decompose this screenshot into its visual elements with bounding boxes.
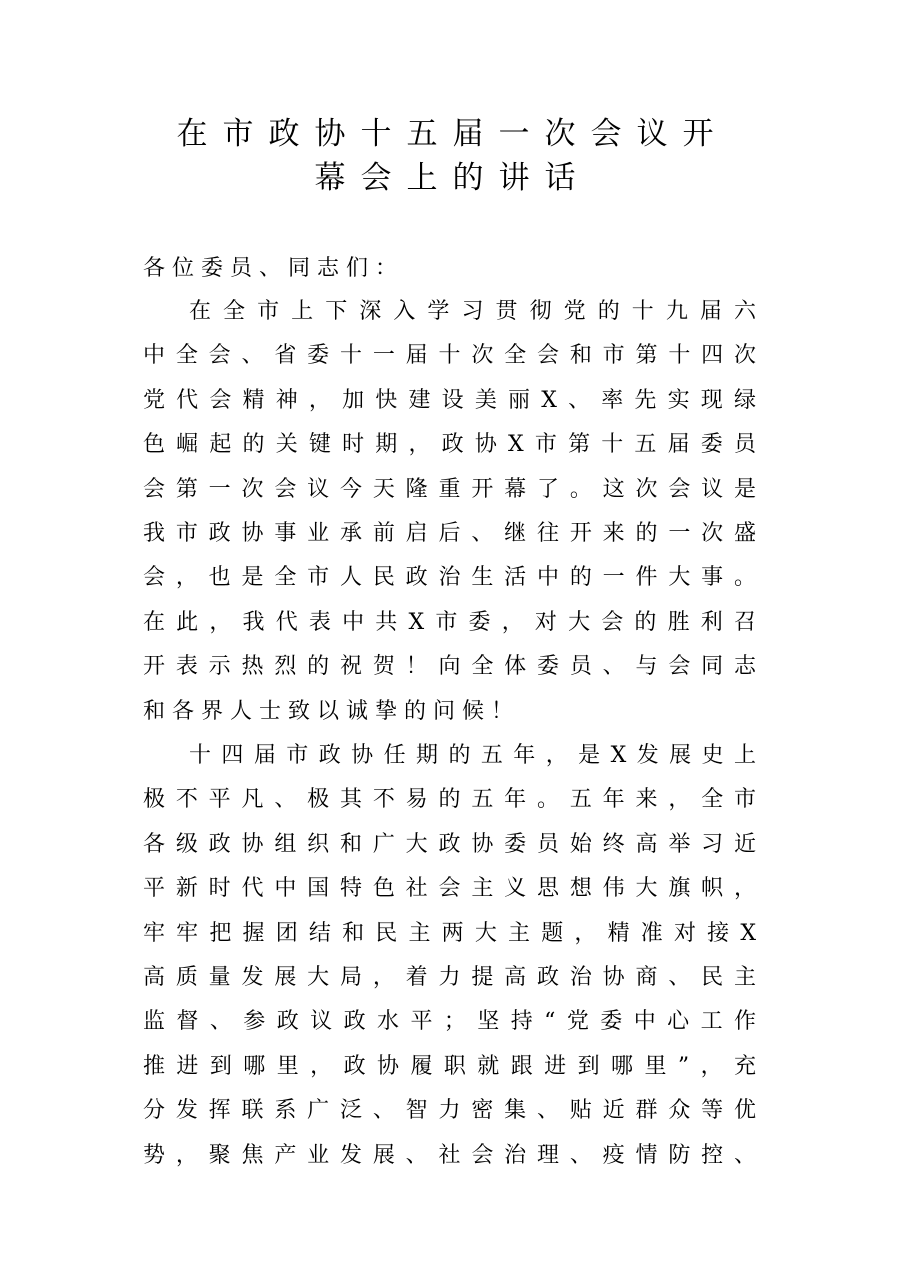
- paragraph-1-line: 和各界人士致以诚挚的问候！: [143, 698, 521, 724]
- salutation: 各位委员、同志们：: [143, 256, 405, 281]
- paragraph-1-line: 在此，我代表中共X市委，对大会的胜利召: [143, 609, 763, 635]
- document-title-line-2: 幕会上的讲话: [314, 160, 591, 196]
- paragraph-2-line: 平新时代中国特色社会主义思想伟大旗帜，: [143, 876, 763, 902]
- paragraph-1-line: 色崛起的关键时期，政协X市第十五届委员: [143, 432, 763, 458]
- paragraph-2-line: 势，聚焦产业发展、社会治理、疫情防控、: [143, 1142, 763, 1168]
- paragraph-1-line: 党代会精神，加快建设美丽X、率先实现绿: [143, 387, 763, 413]
- paragraph-2-line: 高质量发展大局，着力提高政治协商、民主: [143, 964, 763, 990]
- paragraph-1-line: 我市政协事业承前启后、继往开来的一次盛: [143, 520, 763, 546]
- paragraph-2-line: 各级政协组织和广大政协委员始终高举习近: [143, 831, 763, 857]
- paragraph-2: [143, 734, 763, 1178]
- paragraph-2-line: 监督、参政议政水平；坚持“党委中心工作: [143, 1009, 763, 1035]
- paragraph-2-line: 牢牢把握团结和民主两大主题，精准对接X: [143, 920, 763, 946]
- paragraph-1-line: 中全会、省委十一届十次全会和市第十四次: [143, 343, 763, 369]
- paragraph-1-line: 在全市上下深入学习贯彻党的十九届六: [189, 299, 763, 324]
- document-title-line-1: 在市政协十五届一次会议开: [176, 116, 729, 152]
- paragraph-2-line: 分发挥联系广泛、智力密集、贴近群众等优: [143, 1098, 763, 1124]
- paragraph-2-line: 极不平凡、极其不易的五年。五年来，全市: [143, 787, 763, 813]
- paragraph-2-line: 推进到哪里，政协履职就跟进到哪里”，充: [143, 1053, 763, 1079]
- paragraph-1: [143, 290, 763, 734]
- paragraph-1-line: 会第一次会议今天隆重开幕了。这次会议是: [143, 476, 763, 502]
- paragraph-2-line: 十四届市政协任期的五年，是X发展史上: [189, 743, 763, 768]
- paragraph-1-line: 会，也是全市人民政治生活中的一件大事。: [143, 565, 763, 591]
- paragraph-1-line: 开表示热烈的祝贺！向全体委员、与会同志: [143, 654, 763, 680]
